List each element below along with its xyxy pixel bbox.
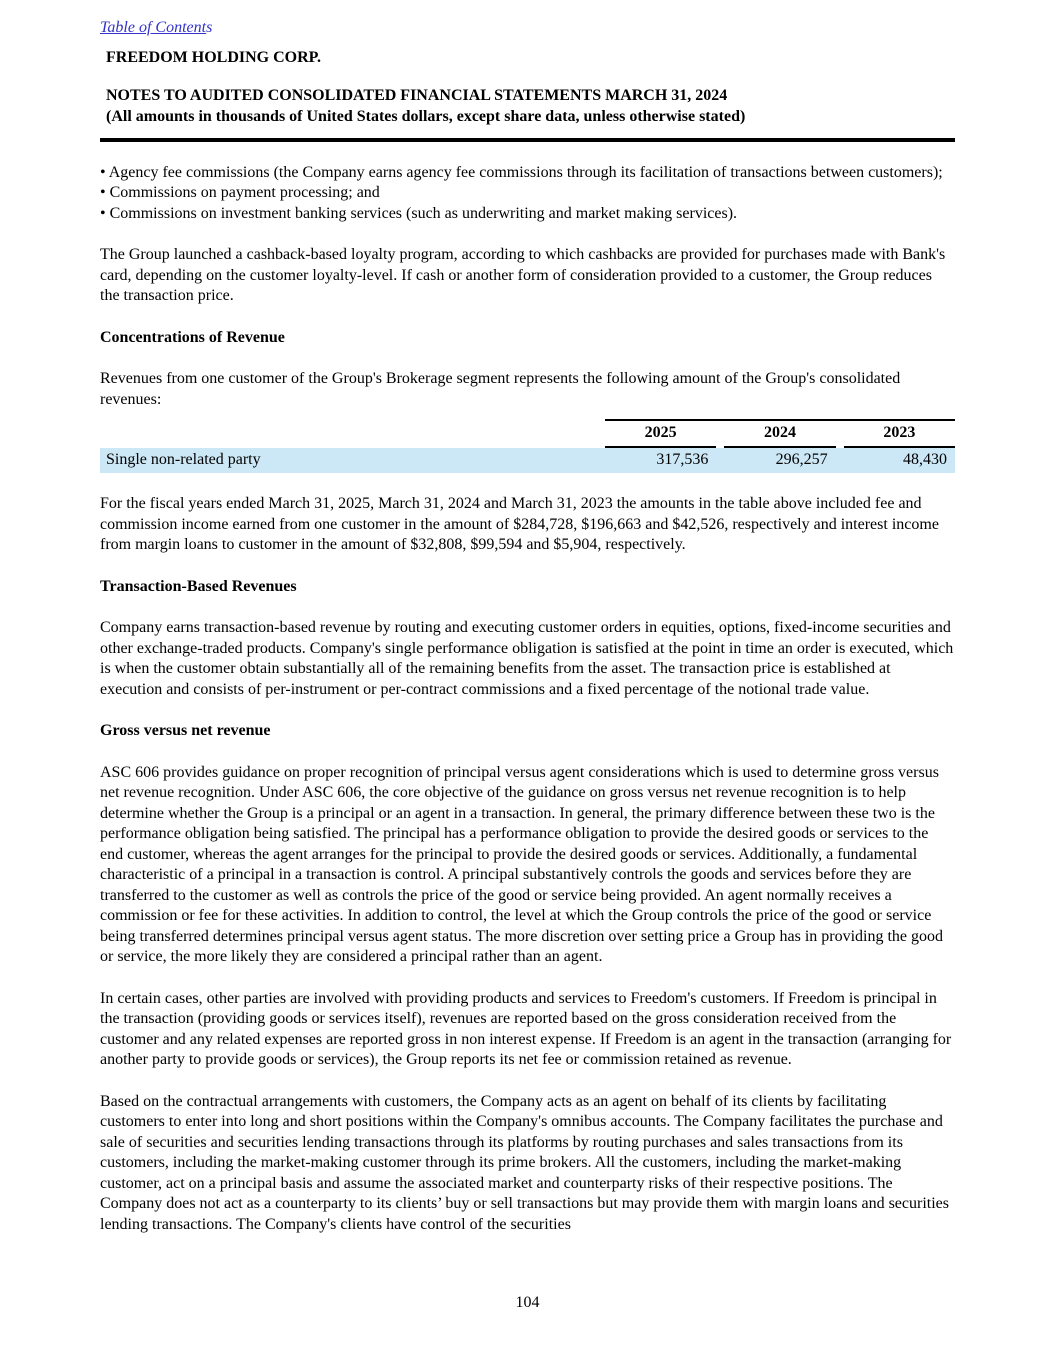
- table-of-contents-link[interactable]: [100, 19, 212, 36]
- table-row-single-non-related-party: [100, 448, 955, 474]
- value-2024: 296,257: [775, 450, 828, 468]
- table-header-row: [100, 419, 955, 448]
- bullet-item-investment-banking: • Commissions on investment banking services (such as underwriting and market making services).: [100, 204, 738, 222]
- loyalty-program-paragraph: The Group launched a cashback-based loyalty program, according to which cashbacks are provided for purchases made with Bank's card, depending on the customer loyalty-level. If cash or another form of consideration provided to a customer, the Group reduces the transaction price.: [100, 246, 946, 304]
- document-subtitle: (All amounts in thousands of United States dollars, except share data, unless otherwise stated): [106, 108, 746, 125]
- section-heading-transaction-based: Transaction-Based Revenues: [100, 577, 297, 595]
- document-title: NOTES TO AUDITED CONSOLIDATED FINANCIAL STATEMENTS MARCH 31, 2024: [106, 87, 728, 104]
- table-of-contents-link-tail: s: [206, 19, 213, 36]
- commission-bullet-list: [100, 163, 955, 225]
- row-values: [605, 450, 955, 471]
- certain-cases-paragraph: In certain cases, other parties are involved with providing products and services to Freedom's customers. If Freedom is principal in the transaction (providing goods or services itself), revenues are reported based on the gross consideration received from the customer and any related expenses are reported gross in non interest expense. If Freedom is an agent in the transaction (arranging for another party to provide goods or services), the Group reports its net fee or commission retained as revenue.: [100, 989, 952, 1068]
- document-header: [106, 86, 955, 136]
- table-header-spacer: [100, 419, 605, 448]
- contractual-arrangements-paragraph: Based on the contractual arrangements with customers, the Company acts as an agent on behalf of its clients by facilitating customers to enter into long and short positions within the Company's omnibus accounts. The Company facilitates the purchase and sale of securities and securities lending transactions through its platforms by routing purchases and sales transactions from its customers, including the market-making customer through its prime brokers. All the customers, including the market-making customer, act on a principal basis and assume the associated market and counterparty risks of their respective positions. The Company does not act as a counterparty to its clients’ buy or sell transactions but may provide them with margin loans and securities lending transactions. The Company's clients have control of the securities: [100, 1092, 949, 1233]
- page-number: 104: [515, 1294, 540, 1311]
- revenues-intro-paragraph: Revenues from one customer of the Group's Brokerage segment represents the following amount of the Group's consolidated revenues:: [100, 370, 901, 408]
- row-label: Single non-related party: [106, 450, 261, 468]
- section-heading-gross-versus-net: Gross versus net revenue: [100, 722, 271, 739]
- section-heading-concentrations: Concentrations of Revenue: [100, 328, 285, 346]
- table-of-contents-link-text: Table of Content: [100, 19, 207, 36]
- asc606-paragraph: ASC 606 provides guidance on proper recognition of principal versus agent considerations which is used to determine gross versus net revenue recognition. Under ASC 606, the core objective of the guidance on gross versus net revenue recognition is to help determine whether the Group is a principal or an agent in a transaction. In general, the primary difference between these two is the performance obligation being satisfied. The principal has a performance obligation to provide the desired goods or services to the end customer, whereas the agent arranges for the principal to provide the desired goods or services. Additionally, a fundamental characteristic of a principal in a transaction is control. A principal substantively controls the goods and services before they are transferred to the customer as well as controls the price of the good or service being provided. An agent normally receives a commission or fee for these activities. In addition to control, the level at which the Group controls the price of the good or service being transferred determines principal versus agent status. The more discretion over setting price a Group has in providing the good or service, the more likely they are considered a principal rather than an agent.: [100, 763, 944, 965]
- revenue-concentration-table: [100, 419, 955, 473]
- fiscal-years-paragraph: For the fiscal years ended March 31, 2025, March 31, 2024 and March 31, 2023 the amounts in the table above included fee and commission income earned from one customer in the amount of $284,728, $196,663 and $42,526, respectively and interest income from margin loans to customer in the amount of $32,808, $99,594 and $5,904, respectively.: [100, 495, 939, 553]
- transaction-revenue-paragraph: Company earns transaction-based revenue by routing and executing customer orders in equities, options, fixed-income securities and other exchange-traded products. Company's single performance obligation is satisfied at the point in time an order is executed, which is when the customer obtain substantially all of the remaining benefits from the asset. The transaction price is established at execution and consists of per-instrument or per-contract commissions and a fixed percentage of the notional trade value.: [100, 619, 954, 698]
- year-column-header-2024: 2024: [724, 422, 835, 448]
- value-2025: 317,536: [656, 450, 709, 468]
- year-column-header-2025: 2025: [605, 422, 716, 448]
- value-2023: 48,430: [902, 450, 947, 468]
- header-divider: [100, 138, 955, 142]
- bullet-item-agency-fee: • Agency fee commissions (the Company earns agency fee commissions through its facilitation of transactions between customers);: [100, 163, 943, 181]
- bullet-item-payment-processing: • Commissions on payment processing; and: [100, 184, 380, 201]
- year-columns: [605, 419, 955, 448]
- year-column-header-2023: 2023: [844, 422, 955, 448]
- company-name: FREEDOM HOLDING CORP.: [106, 48, 321, 66]
